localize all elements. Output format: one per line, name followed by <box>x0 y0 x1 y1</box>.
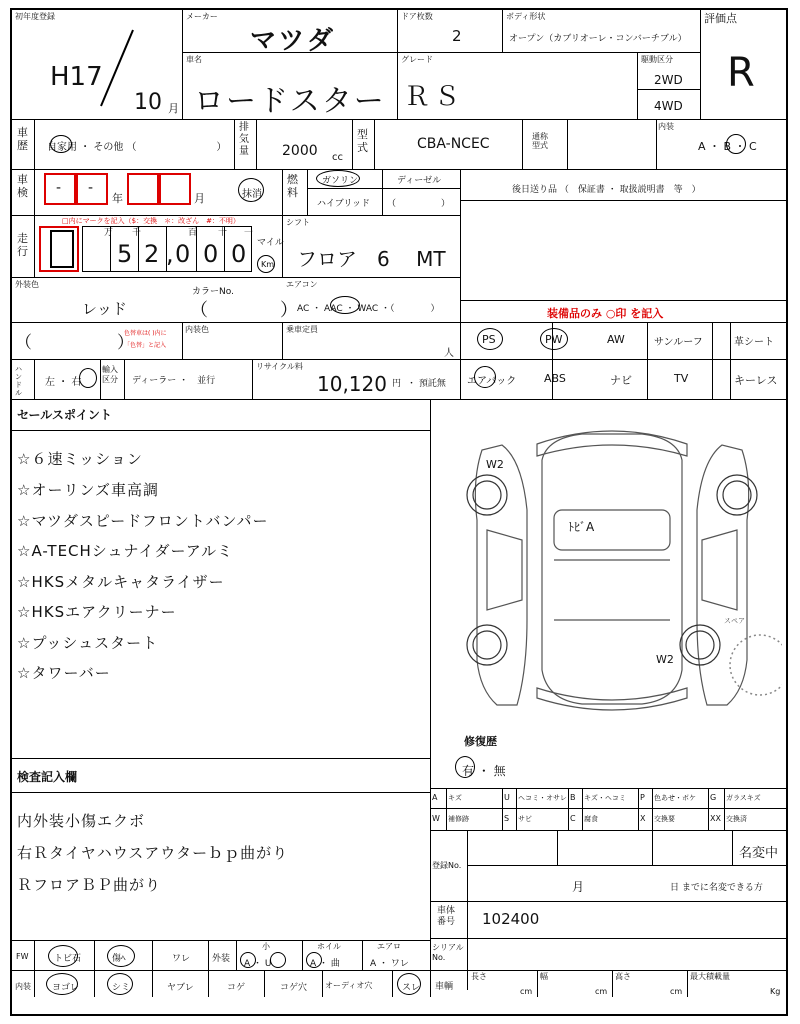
expired-circle <box>238 178 264 202</box>
sales-item: ☆プッシュスタート <box>17 634 159 652</box>
drive-label: 駆動区分 <box>641 55 673 64</box>
insp-month-unit: 月 <box>194 192 205 205</box>
shift-label: シフト <box>286 218 310 227</box>
car-name-label: 車名 <box>186 55 202 64</box>
small-vals: A ・ U <box>244 959 272 969</box>
score-value: R <box>727 50 755 96</box>
mileage-label: 走 行 <box>17 232 28 258</box>
shift-value: フロア 6 MT <box>297 247 446 271</box>
fw-item: ワレ <box>172 954 191 964</box>
grade-value: ＲＳ <box>404 82 465 112</box>
aero-vals: A ・ ワレ <box>370 959 409 969</box>
insp-expired: 抹消 <box>242 189 262 200</box>
inspection-label: 車 検 <box>17 173 28 199</box>
int-label: 内装 <box>15 982 31 991</box>
sales-item: ☆A-TECHシュナイダーアルミ <box>17 542 234 560</box>
legend-desc: ヘコミ・オサレ <box>518 794 567 802</box>
spare-label: スペア <box>724 617 745 625</box>
unit-hyaku: 百 <box>188 228 198 238</box>
history-circle <box>50 135 72 153</box>
height-unit: cm <box>670 987 683 996</box>
legend-code: P <box>640 793 645 802</box>
displacement-label: 排 気 量 <box>239 122 249 157</box>
int-item-circle <box>46 973 78 995</box>
unit-juu: 十 <box>218 228 228 238</box>
sales-item: ☆マツダスピードフロントバンパー <box>17 512 269 530</box>
equip-sunroof: サンルーフ <box>654 337 703 348</box>
displacement-value: 2000 <box>282 143 318 159</box>
damage-legend <box>430 788 788 830</box>
slash-mark <box>97 28 137 108</box>
fw-item-circle <box>107 945 135 967</box>
equip-abs: ABS <box>544 372 566 385</box>
legend-desc: 腐食 <box>584 815 598 823</box>
fw-item-circle <box>48 945 78 967</box>
int-item-circle <box>107 973 133 995</box>
reg-day-text: 日 までに名変できる方 <box>670 883 763 893</box>
width-unit: cm <box>595 987 608 996</box>
model-value: CBA-NCEC <box>417 136 490 152</box>
grade-label: グレード <box>401 55 433 64</box>
mileage-digit-2: 2 <box>144 240 160 268</box>
legend-desc: 補修跡 <box>448 815 469 823</box>
int-item: ヨゴレ <box>52 983 80 993</box>
model-label: 型 式 <box>357 128 368 154</box>
drive-4wd: 4WD <box>654 99 683 113</box>
doors-value: 2 <box>452 27 462 45</box>
fuel-circle <box>316 170 360 187</box>
handle-circle <box>79 368 97 388</box>
small-u-circle <box>270 952 286 968</box>
int-item: シミ <box>112 983 131 993</box>
fuel-gas: ガソリン <box>322 176 359 186</box>
insp-dash-2: - <box>88 180 94 196</box>
ext-color-value: レッド <box>82 300 127 318</box>
legend-code: U <box>504 793 510 802</box>
color-change-note: 色替車は( )内に 「色替」と記入 <box>124 330 167 349</box>
wheel-a-circle <box>306 952 322 968</box>
int-item: コゲ穴 <box>280 983 308 993</box>
auction-sheet <box>10 8 788 1016</box>
legend-desc: キズ・ヘコミ <box>584 794 626 802</box>
legend-desc: サビ <box>518 815 532 823</box>
pw-circle <box>540 328 568 350</box>
mile-unit: マイル <box>257 238 284 248</box>
int-item-circle <box>397 973 421 995</box>
maker-value: マツダ <box>250 26 336 56</box>
int-item: スレ <box>402 983 421 993</box>
first-reg-month: 10 <box>134 90 162 115</box>
aero-label: エアロ <box>377 942 401 951</box>
reg-month-unit: 月 <box>572 880 585 894</box>
legend-code: S <box>504 814 510 823</box>
legend-code: A <box>432 793 438 802</box>
length-unit: cm <box>520 987 533 996</box>
fuel-other: （ ） <box>387 199 451 209</box>
weight-label: 最大積載量 <box>690 972 730 981</box>
legend-code: X <box>640 814 646 823</box>
equip-pw: PW <box>545 333 563 346</box>
mileage-note: □内にマークを記入（$：交換 ＊：改ざん #：不明） <box>62 217 240 225</box>
history-label: 車 歴 <box>17 126 28 152</box>
int-item: ヤブレ <box>167 983 194 993</box>
ext-label: 外装 <box>212 954 231 964</box>
damage-mark-w2-left: W2 <box>486 458 504 471</box>
serial-label: シリアル No. <box>432 943 464 962</box>
int-color-label: 内装色 <box>185 325 209 334</box>
mileage-digit-5: 0 <box>231 240 247 268</box>
repair-value: 有 ・ 無 <box>462 764 506 778</box>
inspection-note-line: ＲフロアＢＰ曲がり <box>17 876 162 894</box>
inspection-note-line: 内外装小傷エクボ <box>17 812 146 830</box>
fw-label: FW <box>16 952 29 961</box>
sales-item: ☆タワーバー <box>17 664 111 682</box>
wheel-vals: A ・ 曲 <box>310 959 340 969</box>
first-reg-label: 初年度登録 <box>15 12 55 21</box>
capacity-label: 乗車定員 <box>286 325 318 334</box>
fuel-label: 燃 料 <box>287 173 298 199</box>
length-label: 長さ <box>471 972 487 981</box>
reg-no-label: 登録No. <box>432 861 462 870</box>
km-unit: Km <box>261 260 275 269</box>
paren-value: （ ） <box>15 333 134 353</box>
deposit-value: ・ 預託無 <box>407 379 446 389</box>
unit-sen: 千 <box>132 228 142 238</box>
handle-value: 左 ・ 右 <box>45 377 82 388</box>
interior-circle <box>726 134 746 154</box>
legend-code: XX <box>710 814 721 823</box>
equip-airbag: エアバック <box>467 376 517 387</box>
small-label: 小 <box>262 942 270 951</box>
airbag-circle <box>474 366 496 388</box>
month-unit: 月 <box>168 102 179 115</box>
handle-label: ハンドル <box>15 365 22 397</box>
legend-desc: 交換要 <box>654 815 675 823</box>
insp-box-4 <box>159 173 191 205</box>
import-label: 輸入 区分 <box>102 365 118 384</box>
repair-label: 修復歴 <box>464 735 497 748</box>
sales-item: ☆６速ミッション <box>17 450 143 468</box>
equip-keyless: キーレス <box>734 374 778 387</box>
interior-label: 内装 <box>658 122 674 131</box>
unit-man: 万 <box>104 228 114 238</box>
int-item: コゲ <box>227 983 246 993</box>
legend-code: G <box>710 793 717 802</box>
legend-code: W <box>432 814 440 823</box>
name-change: 名変中 <box>739 846 779 861</box>
first-reg-year: H17 <box>50 62 103 92</box>
weight-unit: Kg <box>770 987 781 996</box>
color-no-value: （ ） <box>190 300 298 321</box>
equip-title: 装備品のみ ○印 を記入 <box>547 307 664 320</box>
width-label: 幅 <box>540 972 548 981</box>
height-label: 高さ <box>615 972 631 981</box>
recycle-label: リサイクル料 <box>256 362 303 371</box>
legend-desc: ガラスキズ <box>726 794 761 802</box>
mileage-digit-1: 5 <box>117 240 133 268</box>
damage-mark-tobi: ﾄﾋﾞA <box>568 520 595 534</box>
body-value: オープン（カブリオーレ・コンバーチブル） <box>509 34 687 44</box>
dims-label: 車輌 <box>435 982 454 992</box>
mileage-digit-3: 0 <box>175 240 191 268</box>
score-label: 評価点 <box>704 12 737 25</box>
color-no-label: カラーNo. <box>192 287 234 297</box>
equip-ps: PS <box>482 333 496 346</box>
cc-unit: cc <box>332 152 343 163</box>
insp-dash-1: - <box>56 180 62 196</box>
legend-code: C <box>570 814 576 823</box>
capacity-unit: 人 <box>444 348 454 359</box>
sales-title: セールスポイント <box>17 408 112 422</box>
mileage-comma: , <box>166 240 174 268</box>
ps-circle <box>477 328 503 350</box>
km-circle <box>257 255 275 273</box>
inspection-notes-title: 検査記入欄 <box>17 770 78 784</box>
yen-unit: 円 <box>392 379 402 389</box>
fuel-hybrid: ハイブリッド <box>317 199 371 209</box>
fw-item: 傷ﾍ <box>112 954 126 964</box>
sales-item: ☆HKSメタルキャタライザー <box>17 573 225 591</box>
insp-year-unit: 年 <box>112 192 123 205</box>
small-a-circle <box>240 952 256 968</box>
repair-circle <box>455 756 475 778</box>
legend-desc: キズ <box>448 794 462 802</box>
aircon-circle <box>330 296 360 314</box>
recycle-value: 10,120 <box>317 372 387 396</box>
doors-label: ドア枚数 <box>401 12 433 21</box>
fw-item: トビ石 <box>54 954 82 964</box>
insp-box-3 <box>127 173 159 205</box>
int-item: オーディオ穴 <box>325 981 373 990</box>
sales-item: ☆オーリンズ車高調 <box>17 481 159 499</box>
interior-grades: A ・ B ・ C <box>698 140 757 153</box>
ext-color-label: 外装色 <box>15 280 39 289</box>
chassis-value: 102400 <box>482 910 540 928</box>
common-model-label: 通称 型式 <box>532 132 548 150</box>
sales-item: ☆HKSエアクリーナー <box>17 603 177 621</box>
wheel-label: ホイル <box>317 942 341 951</box>
fuel-diesel: ディーゼル <box>397 176 442 186</box>
legend-code: B <box>570 793 576 802</box>
mileage-mark-box <box>50 230 74 268</box>
aircon-value: AC ・ AAC ・ WAC ・（ ） <box>297 304 440 314</box>
equip-aw: AW <box>607 333 625 346</box>
damage-mark-w2-right: W2 <box>656 653 674 666</box>
equip-navi: ナビ <box>610 374 632 387</box>
chassis-label: 車体 番号 <box>437 906 456 927</box>
unit-ichi: 一 <box>244 228 254 238</box>
equip-leather: 革シート <box>734 337 774 348</box>
maker-label: メーカー <box>186 12 218 21</box>
inspection-note-line: 右Ｒタイヤハウスアウターｂｐ曲がり <box>17 844 289 862</box>
aircon-label: エアコン <box>286 280 318 289</box>
equip-tv: TV <box>674 372 689 385</box>
legend-desc: 交換済 <box>726 815 747 823</box>
drive-2wd: 2WD <box>654 73 683 87</box>
mileage-digit-4: 0 <box>203 240 219 268</box>
car-name-value: ロードスター <box>194 84 386 119</box>
import-value: ディーラー ・ 並行 <box>132 376 216 386</box>
body-label: ボディ形状 <box>506 12 546 21</box>
legend-desc: 色あせ・ボケ <box>654 794 696 802</box>
later-docs: 後日送り品 （ 保証書 ・ 取扱説明書 等 ） <box>512 185 701 195</box>
history-value: 自家用 ・ その他 （ ） <box>47 142 227 153</box>
